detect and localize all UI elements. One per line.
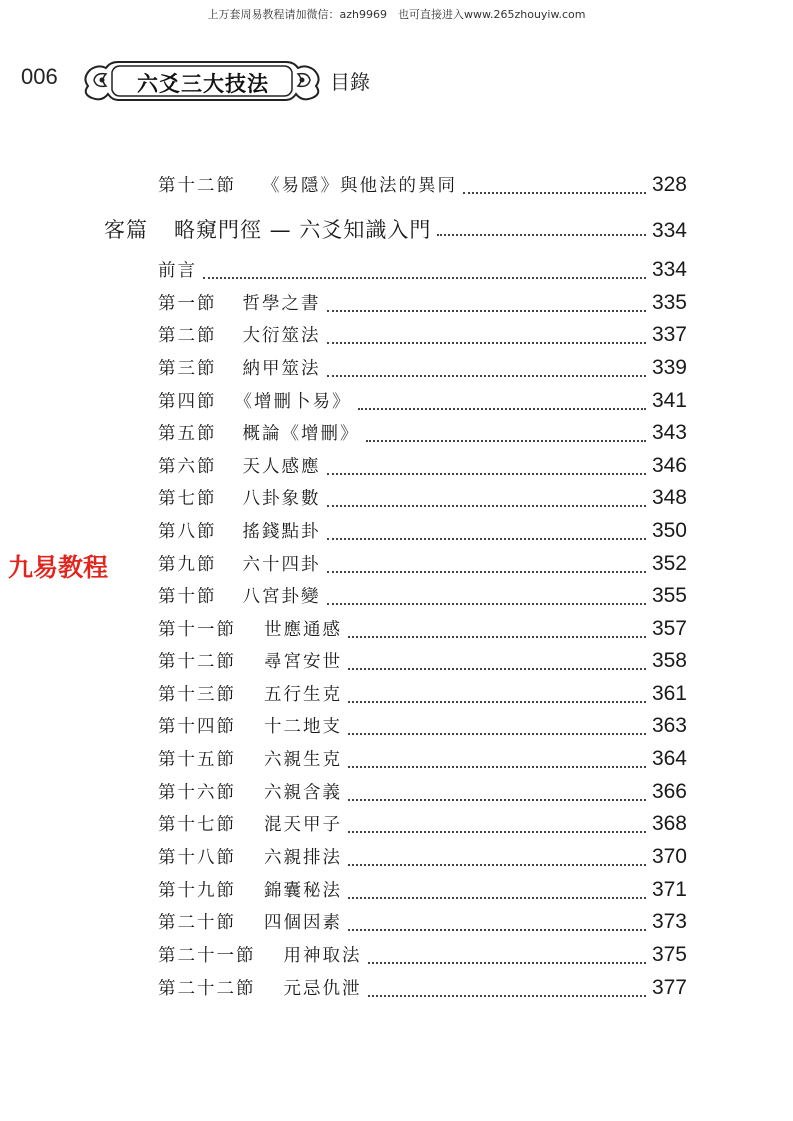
toc-leader (348, 701, 646, 703)
toc-title: 大衍筮法 (242, 326, 321, 346)
toc-section: 第二十節 (158, 913, 236, 933)
toc-page: 328 (651, 173, 687, 196)
toc-row (0, 388, 793, 418)
toc-leader (358, 408, 646, 410)
header-note: 上万套周易教程请加微信：azh9969 也可直接进入www.265zhouyiw.com (207, 8, 586, 21)
toc-leader (327, 310, 646, 312)
toc-leader (437, 234, 646, 236)
toc-leader (327, 473, 646, 475)
toc-section: 第十三節 (158, 685, 236, 705)
toc-section: 客篇 (104, 218, 148, 242)
toc-title: 哲學之書 (242, 294, 321, 314)
toc-title: 混天甲子 (264, 815, 342, 835)
toc-page: 366 (651, 780, 687, 803)
toc-section: 第十五節 (158, 750, 236, 770)
toc-title: 元忌仇泄 (283, 979, 362, 999)
toc-row (0, 713, 793, 743)
toc-title: 略窺門徑 — 六爻知識入門 (174, 218, 432, 242)
toc-title: 《增刪卜易》 (234, 392, 352, 412)
toc-leader (327, 375, 646, 377)
toc-section: 第五節 (158, 424, 217, 444)
toc-page: 355 (651, 584, 687, 607)
toc-page: 363 (651, 714, 687, 737)
toc-row (0, 518, 793, 548)
toc-section: 第九節 (158, 555, 217, 575)
toc-row (0, 648, 793, 678)
toc-page: 375 (651, 943, 687, 966)
toc-row (0, 485, 793, 515)
toc-title: 天人感應 (242, 457, 321, 477)
toc-title: 概論《增刪》 (242, 424, 360, 444)
toc-row (0, 942, 793, 972)
toc-row-part (0, 214, 793, 244)
toc-leader (327, 571, 646, 573)
toc-leader (348, 929, 646, 931)
toc-leader (368, 995, 646, 997)
toc-row (0, 681, 793, 711)
toc-page: 346 (651, 454, 687, 477)
toc-page: 350 (651, 519, 687, 542)
toc-section: 第十一節 (158, 620, 236, 640)
toc-section: 第四節 (158, 392, 217, 412)
toc-page: 343 (651, 421, 687, 444)
toc-row (0, 975, 793, 1005)
toc-row (0, 290, 793, 320)
toc-section: 第二節 (158, 326, 217, 346)
toc-leader (348, 636, 646, 638)
title-banner (80, 58, 324, 104)
toc-page: 337 (651, 323, 687, 346)
toc-row (0, 420, 793, 450)
toc-title: 世應通感 (264, 620, 342, 640)
toc-page: 334 (651, 219, 687, 242)
toc-section: 第十七節 (158, 815, 236, 835)
toc-leader (348, 831, 646, 833)
toc-title: 錦囊秘法 (264, 881, 342, 901)
toc-section: 第八節 (158, 522, 217, 542)
toc-leader (348, 668, 646, 670)
toc-section: 第十節 (158, 587, 217, 607)
toc-title: 搖錢點卦 (242, 522, 321, 542)
toc-title: 《易隱》與他法的異同 (262, 176, 457, 196)
toc-row (0, 322, 793, 352)
toc-section: 第十四節 (158, 717, 236, 737)
toc-section: 前言 (158, 261, 197, 281)
toc-title: 六親生克 (264, 750, 342, 770)
toc-row (0, 616, 793, 646)
toc-page: 339 (651, 356, 687, 379)
toc-row (0, 909, 793, 939)
toc-section: 第七節 (158, 489, 217, 509)
toc-title: 十二地支 (264, 717, 342, 737)
toc-row (0, 844, 793, 874)
toc-row (0, 257, 793, 287)
toc-leader (327, 603, 646, 605)
page-number: 006 (21, 64, 58, 89)
toc-leader (348, 733, 646, 735)
toc-title: 用神取法 (283, 946, 362, 966)
toc-page: 341 (651, 389, 687, 412)
toc-page: 348 (651, 486, 687, 509)
toc-page: 364 (651, 747, 687, 770)
toc-leader (348, 799, 646, 801)
toc-page: 358 (651, 649, 687, 672)
section-label: 目錄 (330, 70, 370, 94)
toc-row (0, 877, 793, 907)
toc-section: 第三節 (158, 359, 217, 379)
toc-section: 第十九節 (158, 881, 236, 901)
toc-title: 四個因素 (264, 913, 342, 933)
toc-leader (368, 962, 646, 964)
toc-title: 尋宮安世 (264, 652, 342, 672)
toc-page: 357 (651, 617, 687, 640)
toc-page: 370 (651, 845, 687, 868)
book-title: 六爻三大技法 (137, 72, 269, 96)
toc-section: 第一節 (158, 294, 217, 314)
toc-row (0, 811, 793, 841)
toc-row (0, 551, 793, 581)
toc-section: 第十六節 (158, 783, 236, 803)
toc-row (0, 779, 793, 809)
toc-page: 352 (651, 552, 687, 575)
toc-section: 第二十二節 (158, 979, 256, 999)
toc-page: 371 (651, 878, 687, 901)
toc-section: 第十二節 (158, 652, 236, 672)
toc-leader (348, 766, 646, 768)
toc-page: 373 (651, 910, 687, 933)
toc-section: 第二十一節 (158, 946, 256, 966)
toc-leader (348, 864, 646, 866)
toc-row (0, 746, 793, 776)
toc-page: 377 (651, 976, 687, 999)
toc-row (0, 172, 793, 202)
toc-leader (203, 277, 646, 279)
toc-page: 361 (651, 682, 687, 705)
toc-title: 八卦象數 (242, 489, 321, 509)
toc-row (0, 355, 793, 385)
toc-leader (327, 538, 646, 540)
toc-leader (463, 192, 646, 194)
toc-page: 368 (651, 812, 687, 835)
toc-section: 第十八節 (158, 848, 236, 868)
toc-title: 納甲筮法 (242, 359, 321, 379)
toc-leader (348, 897, 646, 899)
toc-title: 八宮卦變 (242, 587, 321, 607)
toc-title: 五行生克 (264, 685, 342, 705)
toc-page: 335 (651, 291, 687, 314)
toc-leader (327, 505, 646, 507)
toc-row (0, 453, 793, 483)
toc-row (0, 583, 793, 613)
toc-title: 六親排法 (264, 848, 342, 868)
toc-leader (366, 440, 646, 442)
toc-page: 334 (651, 258, 687, 281)
toc-title: 六親含義 (264, 783, 342, 803)
toc-section: 第十二節 (158, 176, 236, 196)
toc-section: 第六節 (158, 457, 217, 477)
watermark-text: 九易教程 (8, 553, 109, 582)
toc-title: 六十四卦 (242, 555, 321, 575)
toc-leader (327, 342, 646, 344)
